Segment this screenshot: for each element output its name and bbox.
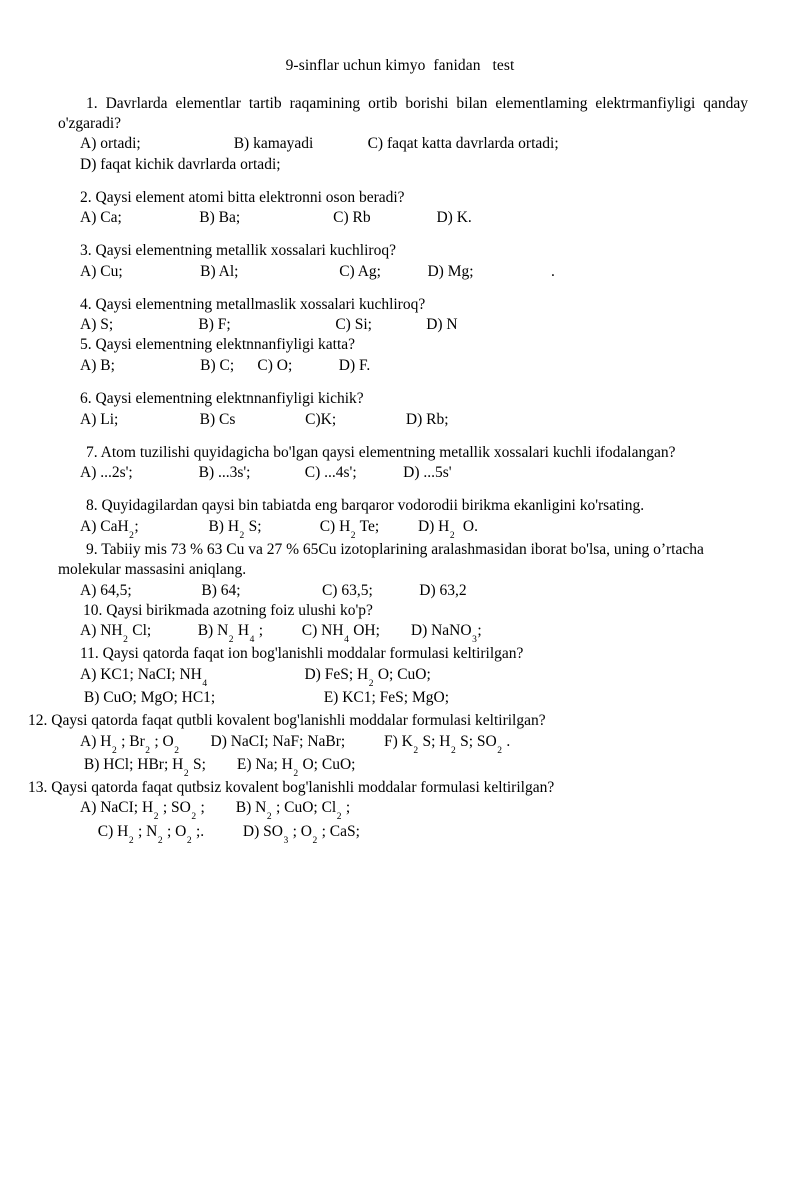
question-8-answer-line-1: A) CaH$_2$; B) $H_2$ S; C) $H_2$ Te; D) $H_2$ O. bbox=[80, 517, 478, 541]
question-3-answer-line-1: A) Cu; B) Al; C) Ag; D) Mg; . bbox=[80, 262, 555, 280]
question-7-answer-line-1: A) ...2s'; B) ...3s'; C) ...4s'; D) ...5s' bbox=[80, 464, 452, 482]
question-1-answer-line-2: D) faqat kichik davrlarda ortadi; bbox=[80, 155, 281, 173]
question-13-answer-line-1: A) NaCI; $H_2$ ; $SO_2$ ; B) $N_2$ ; CuO; $Cl_2$ ; bbox=[80, 799, 351, 823]
question-6-text: 6. Qaysi elementning elektnnanfiyligi kichik? bbox=[80, 390, 364, 408]
questions-container bbox=[28, 94, 748, 846]
question-5-answer-line-1: A) B; B) C; C) O; D) F. bbox=[80, 356, 371, 374]
question-10-text: 10. Qaysi birikmada azotning foiz ulushi ko'p? bbox=[83, 601, 373, 619]
question-13-answer-line-2: C) $H_2$ ; $N_2$ ; $O_2$ ;. D) $SO_3$ ; $O_2$ ; CaS; bbox=[90, 822, 360, 846]
question-11-text: 11. Qaysi qatorda faqat ion bog'lanishli moddalar formulasi keltirilgan? bbox=[80, 645, 524, 663]
question-11-answer-line-1: A) KC1; NaCI; $NH_4$ D) FeS; $H_2$ O; CuO; bbox=[80, 665, 431, 689]
question-1-text: 1. Davrlarda elementlar tartib raqamining ortib borishi bilan elementlaming elektrmanfiyligi qanday o'zgaradi? bbox=[58, 94, 748, 132]
question-3-text: 3. Qaysi elementning metallik xossalari kuchliroq? bbox=[80, 242, 396, 260]
question-4-text: 4. Qaysi elementning metallmaslik xossalari kuchliroq? bbox=[80, 295, 426, 313]
question-9-text: 9. Tabiiy mis 73 % 63 Cu va 27 % 65Cu izotoplarining aralashmasidan iborat bo'lsa, uning o’rtacha molekular massasini aniqlang. bbox=[58, 540, 704, 579]
question-5-text: 5. Qaysi elementning elektnnanfiyligi katta? bbox=[80, 336, 356, 354]
question-4-answer-line-1: A) S; B) F; C) Si; D) N bbox=[80, 316, 458, 334]
question-2-answer-line-1: A) Ca; B) Ba; C) Rb D) K. bbox=[80, 209, 472, 227]
question-10-answer-line-1: A) $NH_2$ Cl; B) $N_2$ $H_4$ ; C) $NH_4$ OH; D) NaNO$_3$; bbox=[80, 622, 482, 646]
question-11-answer-line-2: B) CuO; MgO; HC1; E) KC1; FeS; MgO; bbox=[80, 689, 450, 707]
question-12-answer-line-1: A) $H_2$ ; $Br_2$ ; $O_2$ D) NaCI; NaF; NaBr; F) $K_2$ S; $H_2$ S; $SO_2$ . bbox=[80, 732, 511, 756]
question-12-answer-line-2: B) HCl; HBr; $H_2$ S; E) Na; $H_2$ O; CuO; bbox=[80, 755, 356, 779]
question-9-answer-line-1: A) 64,5; B) 64; C) 63,5; D) 63,2 bbox=[80, 581, 467, 599]
question-6-answer-line-1: A) Li; B) Cs C)K; D) Rb; bbox=[80, 410, 449, 428]
question-7-text: 7. Atom tuzilishi quyidagicha bo'lgan qaysi elementning metallik xossalari kuchli ifodalangan? bbox=[86, 443, 676, 461]
question-8-text: 8. Quyidagilardan qaysi bin tabiatda eng barqaror vodorodii birikma ekanligini ko'rsating. bbox=[86, 497, 645, 515]
question-13-text: 13. Qaysi qatorda faqat qutbsiz kovalent bog'lanishli moddalar formulasi keltirilgan? bbox=[28, 778, 555, 796]
question-2-text: 2. Qaysi element atomi bitta elektronni oson beradi? bbox=[80, 188, 405, 206]
question-12-text: 12. Qaysi qatorda faqat qutbli kovalent bog'lanishli moddalar formulasi keltirilgan? bbox=[28, 712, 546, 730]
document-page bbox=[0, 58, 800, 1189]
page-title: 9-sinflar uchun kimyo fanidan test bbox=[285, 57, 515, 74]
question-1-answer-line-1: A) ortadi; B) kamayadi C) faqat katta davrlarda ortadi; bbox=[80, 135, 559, 153]
